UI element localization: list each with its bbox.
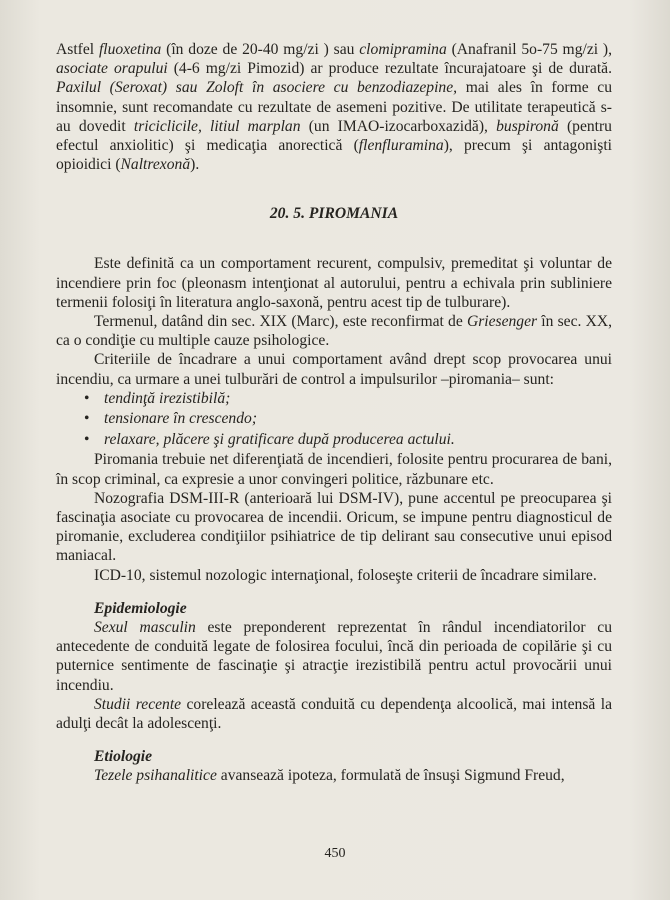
intro-paragraph — [56, 40, 612, 174]
criteria-item: • tensionare în crescendo; — [104, 409, 612, 430]
page-number: 450 — [324, 846, 346, 861]
etiology-paragraph — [56, 766, 612, 785]
italic-text: Griesenger — [466, 313, 538, 331]
italic-text: Paxilul (Seroxat) sau Zoloft în asociere cu benzodiazepine, — [56, 79, 458, 97]
italic-text: Naltrexonă — [120, 156, 191, 174]
text-run: avansează ipoteza, formulată de însuşi Sigmund Freud, — [216, 767, 565, 785]
text-run: este preponderent reprezentat în rândul incendiatorilor cu antecedente de conduită legate de folosirea focului, încă din perioada de copilărie şi cu puternice sentimente de fascinaţie şi atracţie irezistibilă pentru actul provocării unui incendiu. — [56, 618, 612, 694]
italic-text: clomipramina — [359, 41, 447, 58]
epidemiology-paragraph-2 — [56, 695, 612, 733]
italic-text: fluoxetina — [98, 41, 162, 58]
text-run: (pentru efectul anxiolitic) şi medicaţia anorectică ( — [56, 117, 612, 155]
text-run: corelează această conduită cu dependenţa alcoolică, mai intensă la adulţi decât la adolescenţi. — [56, 695, 613, 732]
text-run: (în doze de 20-40 mg/zi ) sau — [161, 41, 360, 58]
text-run: Astfel — [56, 41, 99, 58]
history-paragraph — [56, 312, 612, 350]
text-run: în sec. XX, ca o condiţie cu multiple cauze psihologice. — [56, 313, 613, 350]
criteria-item: • tendinţă irezistibilă; — [104, 389, 612, 410]
text-run: (4-6 mg/zi Pimozid) ar produce rezultate încurajatoare şi de durată. — [167, 60, 612, 78]
italic-text: buspironă — [496, 117, 559, 135]
icd-paragraph: ICD-10, sistemul nozologic internaţional, foloseşte criterii de încadrare similare. — [94, 566, 597, 584]
section-title: 20. 5. PIROMANIA — [269, 205, 399, 223]
text-run: (Anafranil 5o-75 mg/zi ), — [446, 41, 612, 58]
text-run: (un IMAO-izocarboxazidă), — [300, 117, 497, 135]
text-run: mai ales în forme cu insomnie, sunt recomandate cu rezultate de asemeni pozitive. De utilitate terapeutică s-au dovedit — [56, 79, 612, 135]
criteria-list — [56, 389, 612, 451]
definition-paragraph: Este definită ca un comportament recurent, compulsiv, premeditat şi voluntar de incendiere prin foc (pleonasm intenţionat al autorului, pentru a echivala prin subliniere termenii folosiţi în literatura anglo-saxonă, pentru acest tip de tulburare). — [56, 255, 612, 311]
italic-text: triciclicile, litiul marplan — [133, 117, 301, 135]
criteria-item: • relaxare, plăcere şi gratificare după producerea actului. — [104, 430, 612, 451]
text-run: ). — [190, 156, 200, 174]
italic-text: Tezele psihanalitice — [94, 767, 217, 785]
etiology-heading: Etiologie — [94, 748, 153, 766]
italic-text: Studii recente — [94, 695, 182, 713]
italic-text: flenfluramina — [358, 137, 444, 155]
criteria-intro-paragraph: Criteriile de încadrare a unui comportament având drept scop provocarea unui incendiu, ca urmare a unei tulburări de control a impulsurilor –piromania– sunt: — [56, 351, 612, 388]
dsm-paragraph: Nozografia DSM-III-R (anterioară lui DSM-IV), pune accentul pe preocuparea şi fascinaţia asociate cu provocarea de incendii. Oricum, se impune pentru diagnosticul de piromanie, excluderea condiţiilor psihiatrice de tip delirant sau consecutive unui episod maniacal. — [56, 489, 612, 565]
text-run: Termenul, datând din sec. XIX (Marc), este reconfirmat de — [94, 313, 467, 331]
text-run: ), precum şi antagonişti opioidici ( — [56, 137, 612, 174]
epidemiology-heading: Epidemiologie — [94, 599, 187, 617]
italic-text: asociate orapului — [56, 60, 168, 78]
differential-paragraph: Piromania trebuie net diferenţiată de incendieri, folosite pentru procurarea de bani, în scop criminal, ca expresie a unor convingeri politice, răzbunare etc. — [56, 451, 612, 488]
page-content — [56, 40, 612, 786]
epidemiology-paragraph-1 — [56, 618, 612, 695]
italic-text: Sexul masculin — [94, 618, 196, 636]
